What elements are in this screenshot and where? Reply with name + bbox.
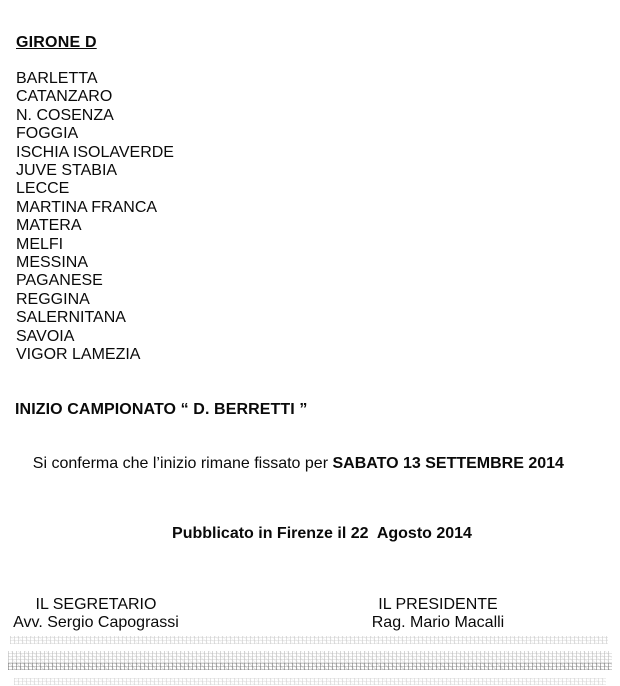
team-item: SALERNITANA <box>16 309 126 327</box>
signature-president <box>328 596 548 633</box>
team-item: VIGOR LAMEZIA <box>16 346 141 364</box>
team-item: MARTINA FRANCA <box>16 198 158 216</box>
team-item: ISCHIA ISOLAVERDE <box>16 143 174 161</box>
team-item: REGGINA <box>16 290 90 308</box>
scan-artifact-bar <box>8 663 612 670</box>
team-item: MATERA <box>16 217 82 235</box>
team-item: SAVOIA <box>16 327 75 345</box>
team-list <box>16 70 174 365</box>
team-item: LECCE <box>16 180 70 198</box>
publication-line: Pubblicato in Firenze il 22 Agosto 2014 <box>172 525 472 542</box>
team-item: N. COSENZA <box>16 106 114 124</box>
team-item: BARLETTA <box>16 70 98 87</box>
campionato-heading: INIZIO CAMPIONATO “ D. BERRETTI ” <box>15 401 308 418</box>
team-item: CATANZARO <box>16 88 113 106</box>
president-name: Rag. Mario Macalli <box>371 614 505 632</box>
confirmation-date: SABATO 13 SETTEMBRE 2014 <box>332 455 564 473</box>
scan-noise-band <box>8 651 612 663</box>
confirmation-text: Si conferma che l’inizio rimane fissato per <box>32 455 333 473</box>
girone-title: GIRONE D <box>16 34 97 51</box>
team-item: MELFI <box>16 235 64 253</box>
secretary-role: IL SEGRETARIO <box>35 596 157 613</box>
team-item: MESSINA <box>16 254 89 272</box>
team-item: JUVE STABIA <box>16 162 118 180</box>
scan-noise-band <box>10 636 608 644</box>
team-item: FOGGIA <box>16 125 79 143</box>
team-item: PAGANESE <box>16 272 103 290</box>
secretary-name: Avv. Sergio Capograssi <box>13 614 179 632</box>
scan-noise-band <box>14 678 606 685</box>
president-role: IL PRESIDENTE <box>378 596 498 613</box>
signature-secretary <box>0 596 192 633</box>
confirmation-line <box>15 437 564 492</box>
